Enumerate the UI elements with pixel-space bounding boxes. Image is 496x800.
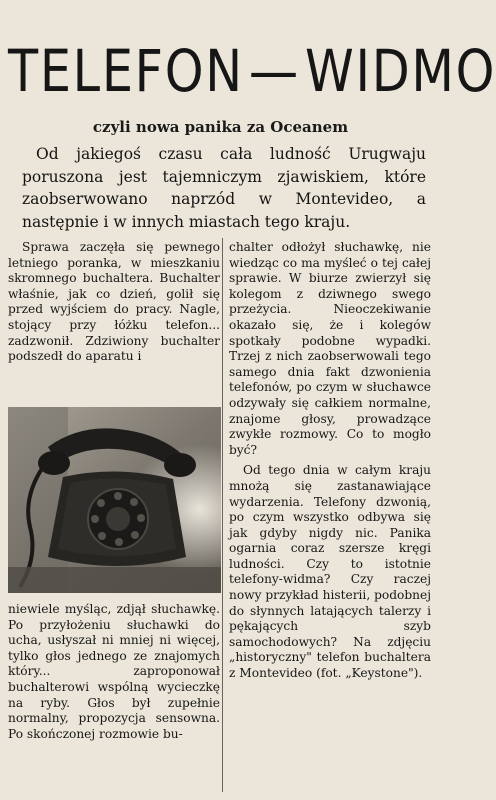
lead-paragraph: Od jakiegoś czasu cała ludność Urugwaju poruszona jest tajemniczym zjawiskiem, które zaobserwowano naprzód w Montevideo, a następnie i w innych miastach tego kraju. [22,145,426,231]
headline-word-telefon: TELEFON [8,37,244,105]
column-divider [222,238,223,792]
left-column-bottom [8,602,220,742]
left-column-top [8,240,220,365]
telephone-photo [8,407,221,593]
telephone-illustration [8,407,221,593]
headline [8,32,496,110]
subtitle: czyli nowa panika za Oceanem [92,118,349,136]
right-column [229,240,431,682]
headline-word-widmo: WIDMO [305,37,496,105]
left-column-continuation: niewiele myśląc, zdjął słuchawkę. Po przyłożeniu słuchawki do ucha, usłyszał ni mniej ni więcej, tylko głos jednego ze znajomych który... zaproponował buchalterowi wspólną wycieczkę na ryby. Głos był zupełnie normalny, propozycja sensowna. Po skończonej rozmowie bu- [8,602,220,741]
headline-dash: — [248,37,300,105]
left-column-paragraph: Sprawa zaczęła się pewnego letniego poranka, w mieszkaniu skromnego buchaltera. Buchalter właśnie, jak co dzień, golił się przed wyjściem do pracy. Nagle, stojący przy łóżku telefon... zadzwonił. Zdziwiony buchalter podszedł do aparatu i [8,240,220,364]
right-column-paragraph-2: Od tego dnia w całym kraju mnożą się zastanawiające wydarzenia. Telefony dzwonią, po czym wszystko odbywa się jak gdyby nigdy nic. Panika ogarnia coraz szersze kręgi ludności. Czy to istotnie telefony-widma? Czy raczej nowy przykład histerii, podobnej do słynnych latających talerzy i pękających szyb samochodowych? Na zdjęciu „historyczny" telefon buchaltera z Montevideo (fot. „Keystone"). [229,463,431,681]
right-column-paragraph-1: chalter odłożył słuchawkę, nie wiedząc co ma myśleć o tej całej sprawie. W biurze zwierzył się kolegom z dziwnego swego przeżycia. Nieoczekiwanie okazało się, że i kolegów spotkały podobne wypadki. Trzej z nich zaobserwowali tego samego dnia fakt dzwonienia telefonów, po czym w słuchawce odzywały się całkiem normalne, znajome głosy, prowadzące zwykłe rozmowy. Co to mogło być? [229,240,431,457]
